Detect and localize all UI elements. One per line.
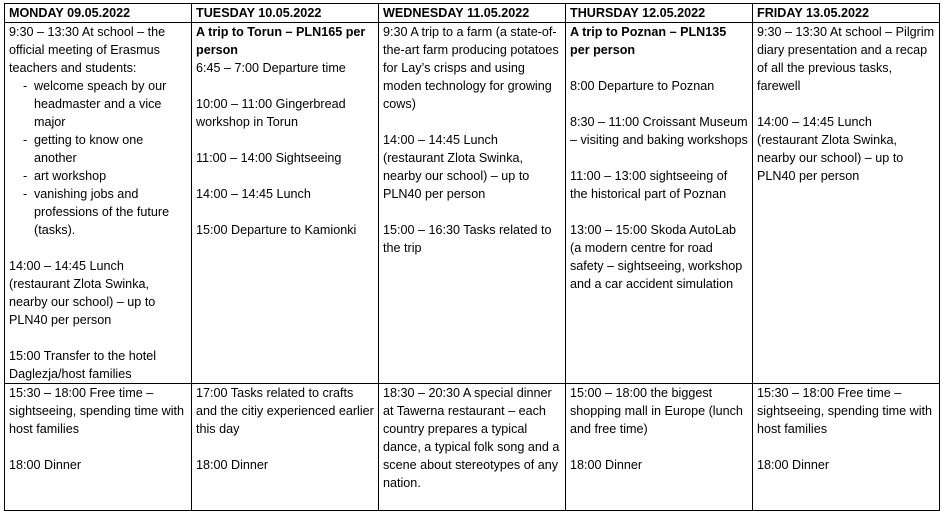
monday-free-time: 15:30 – 18:00 Free time – sightseeing, spending time with host families	[9, 386, 185, 436]
friday-school: 9:30 – 13:30 At school – Pilgrim diary presentation and a recap of all the previous tasks, farewell	[757, 25, 935, 93]
monday-transfer: 15:00 Transfer to the hotel Daglezja/host families	[9, 349, 157, 381]
evening-row	[5, 384, 940, 511]
monday-daytime-cell	[5, 23, 192, 384]
daytime-row	[5, 23, 940, 384]
thursday-sightseeing: 11:00 – 13:00 sightseeing of the historical part of Poznan	[570, 169, 728, 201]
thursday-departure: 8:00 Departure to Poznan	[570, 79, 715, 93]
tuesday-trip-title: A trip to Torun – PLN165 per person	[196, 25, 366, 57]
wednesday-tasks: 15:00 – 16:30 Tasks related to the trip	[383, 223, 552, 255]
wednesday-evening-cell	[379, 384, 566, 511]
friday-free-time: 15:30 – 18:00 Free time – sightseeing, spending time with host families	[757, 386, 933, 436]
thursday-trip-title: A trip to Poznan – PLN135 per person	[570, 25, 727, 57]
friday-lunch: 14:00 – 14:45 Lunch (restaurant Zlota Swinka, nearby our school) – up to PLN40 per person	[757, 115, 904, 183]
tuesday-lunch: 14:00 – 14:45 Lunch	[196, 187, 311, 201]
thursday-shopping: 15:00 – 18:00 the biggest shopping mall in Europe (lunch and free time)	[570, 386, 743, 436]
wednesday-special-dinner: 18:30 – 20:30 A special dinner at Tawerna restaurant – each country prepares a typical dance, a typical folk song and a scene about stereotypes of any nation.	[383, 386, 560, 490]
header-thursday: THURSDAY 12.05.2022	[566, 4, 753, 23]
monday-activity-item: - welcome speach by our headmaster and a vice major	[29, 77, 187, 131]
thursday-dinner: 18:00 Dinner	[570, 458, 643, 472]
tuesday-dinner: 18:00 Dinner	[196, 458, 269, 472]
monday-evening-cell	[5, 384, 192, 511]
monday-dinner: 18:00 Dinner	[9, 458, 82, 472]
header-monday: MONDAY 09.05.2022	[5, 4, 192, 23]
monday-activity-list	[9, 77, 187, 239]
tuesday-sightseeing: 11:00 – 14:00 Sightseeing	[196, 151, 342, 165]
monday-activity-item: - art workshop	[29, 167, 187, 185]
wednesday-lunch: 14:00 – 14:45 Lunch (restaurant Zlota Swinka, nearby our school) – up to PLN40 per person	[383, 133, 530, 201]
monday-intro: 9:30 – 13:30 At school – the official meeting of Erasmus teachers and students:	[9, 25, 166, 75]
monday-activity-item: - vanishing jobs and professions of the future (tasks).	[29, 185, 187, 239]
wednesday-farm-trip: 9:30 A trip to a farm (a state-of-the-art farm producing potatoes for Lay’s crisps and using moden technology for growing cows)	[383, 25, 559, 111]
header-friday: FRIDAY 13.05.2022	[753, 4, 940, 23]
header-row	[5, 4, 940, 23]
tuesday-workshop: 10:00 – 11:00 Gingerbread workshop in Torun	[196, 97, 346, 129]
tuesday-return: 15:00 Departure to Kamionki	[196, 223, 357, 237]
monday-activity-item: - getting to know one another	[29, 131, 187, 167]
schedule-table	[4, 3, 940, 511]
tuesday-evening-cell	[192, 384, 379, 511]
friday-daytime-cell	[753, 23, 940, 384]
friday-dinner: 18:00 Dinner	[757, 458, 830, 472]
thursday-daytime-cell	[566, 23, 753, 384]
tuesday-daytime-cell	[192, 23, 379, 384]
thursday-museum: 8:30 – 11:00 Croissant Museum – visiting and baking workshops	[570, 115, 748, 147]
tuesday-tasks: 17:00 Tasks related to crafts and the citiy experienced earlier this day	[196, 386, 374, 436]
thursday-autolab: 13:00 – 15:00 Skoda AutoLab (a modern centre for road safety – sightseeing, workshop and a car accident simulation	[570, 223, 743, 291]
tuesday-departure: 6:45 – 7:00 Departure time	[196, 61, 346, 75]
monday-lunch: 14:00 – 14:45 Lunch (restaurant Zlota Swinka, nearby our school) – up to PLN40 per person	[9, 259, 156, 327]
header-wednesday: WEDNESDAY 11.05.2022	[379, 4, 566, 23]
friday-evening-cell	[753, 384, 940, 511]
header-tuesday: TUESDAY 10.05.2022	[192, 4, 379, 23]
thursday-evening-cell	[566, 384, 753, 511]
wednesday-daytime-cell	[379, 23, 566, 384]
